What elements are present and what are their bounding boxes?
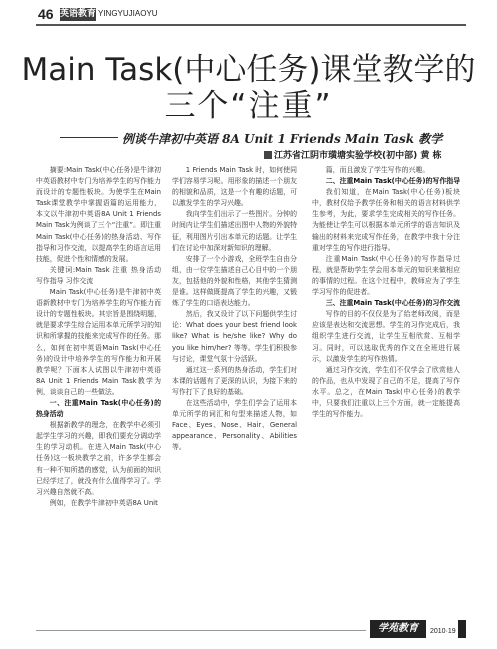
body-paragraph: Main Task(中心任务)是牛津初中英语新教材中专门为培养学生的写作能力而设计的专题性板块。其宗旨是围绕明题，就是要求学生综合运用本单元所学习的知识和所掌握的技能来完成写作的任务。那么，如何在初中英语Main Task(中心任务)的设计中培养学生的写作能力和开展教学呢？下面本人试图以牛津初中英语8A Unit 1 Friends Main Task教学为例，谈谈自己的一些做法。 <box>36 288 161 396</box>
page-number: 46 <box>38 6 54 22</box>
section-heading: 二、注重Main Task(中心任务)的写作指导 <box>325 177 460 186</box>
subtitle-dash <box>60 137 118 138</box>
footer-logo: 学苑教育 <box>370 620 426 638</box>
page-header <box>0 0 497 26</box>
body-paragraph: 摘要:Main Task(中心任务)是牛津初中英语教材中专门为培养学生的写作能力而设计的专题性板块。为使学生在Main Task课堂教学中掌握语篇的运用能力，本文以牛津初中英语8A Unit 1 Friends Main Task为例谈了三个“注重”。即注重Main Task(中心任务)的热身活动、写作指导和习作交流，以提高学生的语言运用技能，促进个性和情感的发展。 <box>36 166 161 263</box>
article-subtitle: 例谈牛津初中英语 8A Unit 1 Friends Main Task 教学 <box>122 132 443 146</box>
journal-logo: 英语教育 <box>60 9 97 19</box>
footer-block <box>458 620 466 638</box>
body-paragraph: 写作的目的不仅仅是为了给老师改阅，而是应该是表达和交流思想。学生的习作完成后，我组织学生进行交流，让学生互相欣赏、互相学习。同时，可以选取优秀的作文在全班进行展示，以激发学生的写作热情。 <box>312 310 460 363</box>
text-column-1 <box>36 165 161 509</box>
journal-name-en: YINGYUJIAOYU <box>98 9 158 18</box>
body-paragraph: 篇，而且激发了学生写作的兴趣。 <box>325 166 430 174</box>
body-paragraph: 通过这一系列的热身活动，学生们对本课的话题有了更深的认识，为接下来的写作打下了良好的基础。 <box>172 365 297 396</box>
header-divider <box>36 24 466 26</box>
section-heading: 三、注重Main Task(中心任务)的习作交流 <box>325 299 460 308</box>
body-paragraph: 我向学生们出示了一些图片。分钟的时间内让学生们描述出图中人物的外貌特征，利用图片引出本单元的话题。让学生们在讨论中加深对新知识的理解。 <box>172 210 297 252</box>
issue-date: 2010·19 <box>430 628 456 635</box>
body-paragraph: 我们知道，在Main Task(中心任务)板块中，教材仅给予教学任务和相关的语言材料供学生参考，为此，要求学生完成相关的写作任务。为能使让学生可以根据本单元所学的语言知识及输出的材料来完成写作任务，在教学中我十分注重对学生的写作进行指导。 <box>312 188 460 252</box>
article-title-line1: Main Task(中心任务)课堂教学的 <box>21 52 476 88</box>
body-paragraph: 根据新教学的理念，在教学中必须引起学生学习的兴趣，即我们要充分调动学生的学习动机。在进入Main Task(中心任务)这一板块教学之前，许多学生都会有一种不知所措的感觉，认为前面的知识已经学过了，就没有什么值得学习了。学习兴趣自然就不高。 <box>36 421 161 496</box>
author-affiliation: 江苏省江阴市璜塘实验学校(初中部) 黄 栋 <box>274 151 442 161</box>
body-paragraph: 然后，我又设计了以下问题供学生讨论：What does your best friend look like? What is he/she like? Why do you like him/her? 等等。学生们积极参与讨论，课堂气氛十分活跃。 <box>172 310 297 363</box>
body-paragraph: 在这些活动中，学生们学会了运用本单元所学的词汇和句型来描述人物，如 Face、Eyes、Nose、Hair、General appearance、Personality、Abilities 等。 <box>172 398 297 452</box>
footer-divider <box>36 630 366 631</box>
article-title-line2: 三个“注重” <box>164 88 333 124</box>
body-paragraph: 安排了一个小游戏，全班学生自由分组，由一位学生描述自己心目中的一个朋友，包括他的外貌和性格，其他学生猜测是谁。这样做既提高了学生的兴趣，又锻炼了学生的口语表达能力。 <box>172 254 297 308</box>
text-column-2 <box>172 165 297 453</box>
body-paragraph: 例如，在教学牛津初中英语8A Unit <box>49 498 158 507</box>
body-paragraph: 注重Main Task(中心任务)的写作指导过程，就是帮助学生学会用本单元的知识来做相应的事情的过程。在这个过程中，教师应为了学生学习写作的促进者。 <box>312 254 460 297</box>
author-square-icon <box>264 151 272 159</box>
author-line <box>264 148 442 161</box>
body-paragraph: 关键词:Main Task 注重 热身活动 写作指导 习作交流 <box>36 265 161 285</box>
section-heading: 一、注重Main Task(中心任务)的热身活动 <box>36 398 161 419</box>
body-paragraph: 1 Friends Main Task 时，如何使同学们容易学习呢。用形象的描述一个朋友的相貌和品质，这是一个有趣的话题，可以激发学生的学习兴趣。 <box>172 166 297 208</box>
text-column-3 <box>312 165 460 420</box>
body-paragraph: 通过习作交流，学生们不仅学会了欣赏他人的作品，也从中发现了自己的不足，提高了写作水平。总之，在Main Task(中心任务)的教学中，只要我们注重以上三个方面，就一定能提高学生的写作能力。 <box>312 365 460 419</box>
